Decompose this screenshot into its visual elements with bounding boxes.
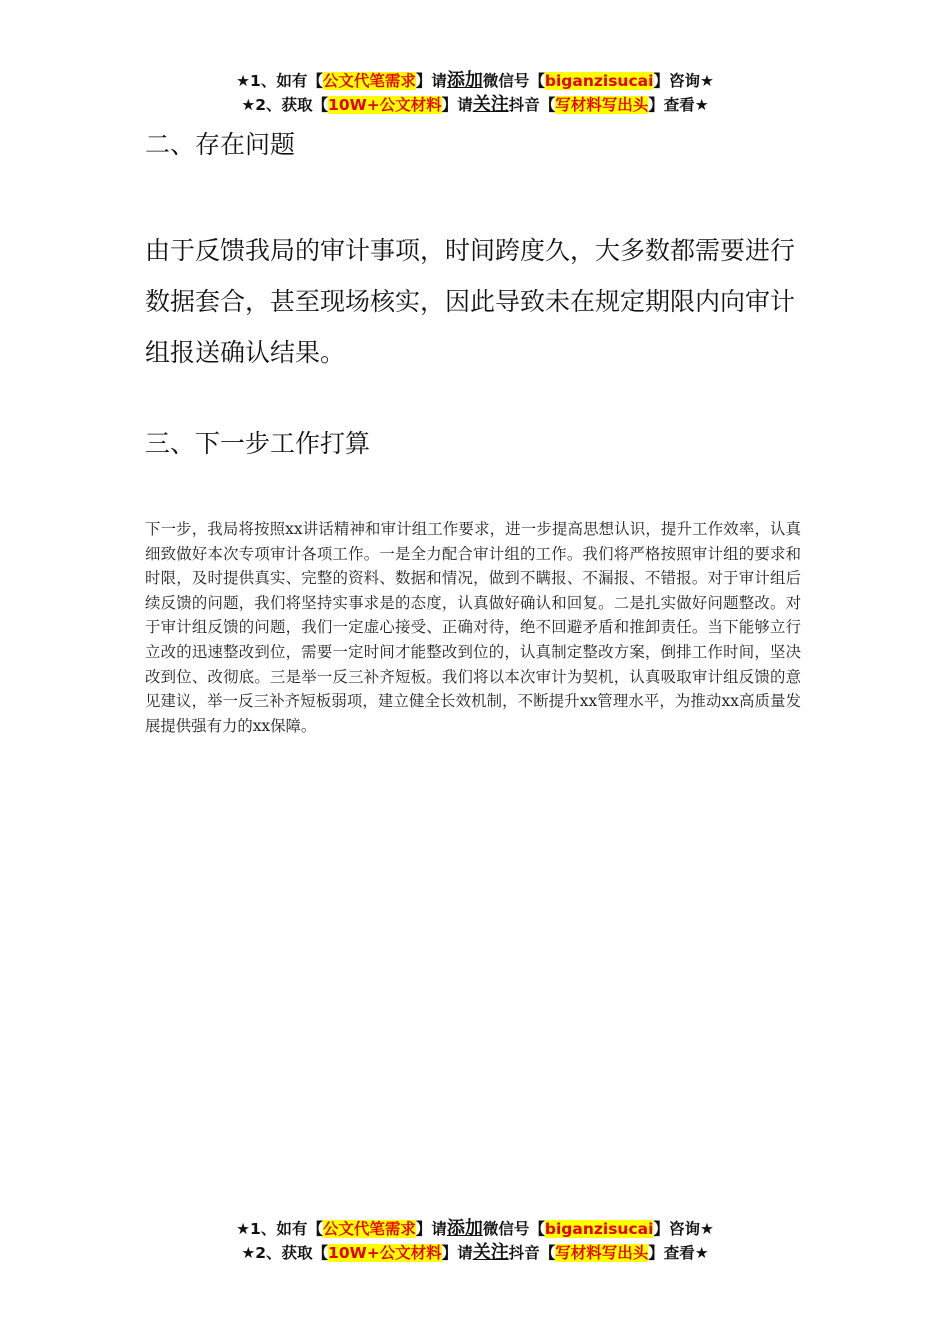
problems-paragraph: 由于反馈我局的审计事项，时间跨度久，大多数都需要进行数据套合，甚至现场核实，因此导致未在规定期限内向审计组报送确认结果。 <box>145 236 796 367</box>
banner-text: 】请 <box>415 72 447 90</box>
banner-line-1 <box>0 1217 950 1241</box>
banner-highlight: 公文代笔需求 <box>322 72 416 90</box>
banner-line-2 <box>0 1241 950 1265</box>
banner-highlight: biganzisucai <box>544 1220 654 1238</box>
banner-text: 微信号【 <box>482 72 545 90</box>
section-heading-plan: 三、下一步工作打算 <box>145 429 371 458</box>
banner-highlight: 10W+公文材料 <box>328 96 442 114</box>
banner-text: 】请 <box>441 96 473 114</box>
banner-highlight: 写材料写出头 <box>555 96 649 114</box>
banner-emphasis: 添加 <box>446 1218 483 1239</box>
banner-text: 】查看★ <box>648 1244 709 1262</box>
banner-highlight: biganzisucai <box>544 72 654 90</box>
banner-text: ★2、获取【 <box>241 1244 329 1262</box>
banner-text: ★1、如有【 <box>236 72 323 90</box>
banner-text: 】咨询★ <box>653 1220 714 1238</box>
banner-text: 】咨询★ <box>653 72 714 90</box>
banner-highlight: 10W+公文材料 <box>328 1244 442 1262</box>
top-banner <box>0 69 950 117</box>
plan-paragraph: 下一步，我局将按照xx讲话精神和审计组工作要求，进一步提高思想认识，提升工作效率，认真细致做好本次专项审计各项工作。一是全力配合审计组的工作。我们将严格按照审计组的要求和时限，及时提供真实、完整的资料、数据和情况，做到不瞒报、不漏报、不错报。对于审计组后续反馈的问题，我们将坚持实事求是的态度，认真做好确认和回复。二是扎实做好问题整改。对于审计组反馈的问题，我们一定虚心接受、正确对待，绝不回避矛盾和推卸责任。当下能够立行立改的迅速整改到位，需要一定时间才能整改到位的，认真制定整改方案，倒排工作时间，坚决改到位、改彻底。三是举一反三补齐短板。我们将以本次审计为契机，认真吸取审计组反馈的意见建议，举一反三补齐短板弱项，建立健全长效机制，不断提升xx管理水平，为推动xx高质量发展提供强有力的xx保障。 <box>145 520 801 735</box>
banner-text: 】查看★ <box>648 96 709 114</box>
banner-text: 抖音【 <box>508 96 556 114</box>
banner-text: ★1、如有【 <box>236 1220 323 1238</box>
banner-line-2 <box>0 93 950 117</box>
banner-emphasis: 关注 <box>472 1242 509 1263</box>
banner-highlight: 写材料写出头 <box>555 1244 649 1262</box>
banner-highlight: 公文代笔需求 <box>322 1220 416 1238</box>
bottom-banner <box>0 1217 950 1265</box>
banner-emphasis: 添加 <box>446 70 483 91</box>
banner-line-1 <box>0 69 950 93</box>
banner-text: 】请 <box>415 1220 447 1238</box>
section-heading-problems: 二、存在问题 <box>145 130 296 159</box>
banner-text: 抖音【 <box>508 1244 556 1262</box>
banner-text: ★2、获取【 <box>241 96 329 114</box>
banner-emphasis: 关注 <box>472 94 509 115</box>
banner-text: 微信号【 <box>482 1220 545 1238</box>
banner-text: 】请 <box>441 1244 473 1262</box>
